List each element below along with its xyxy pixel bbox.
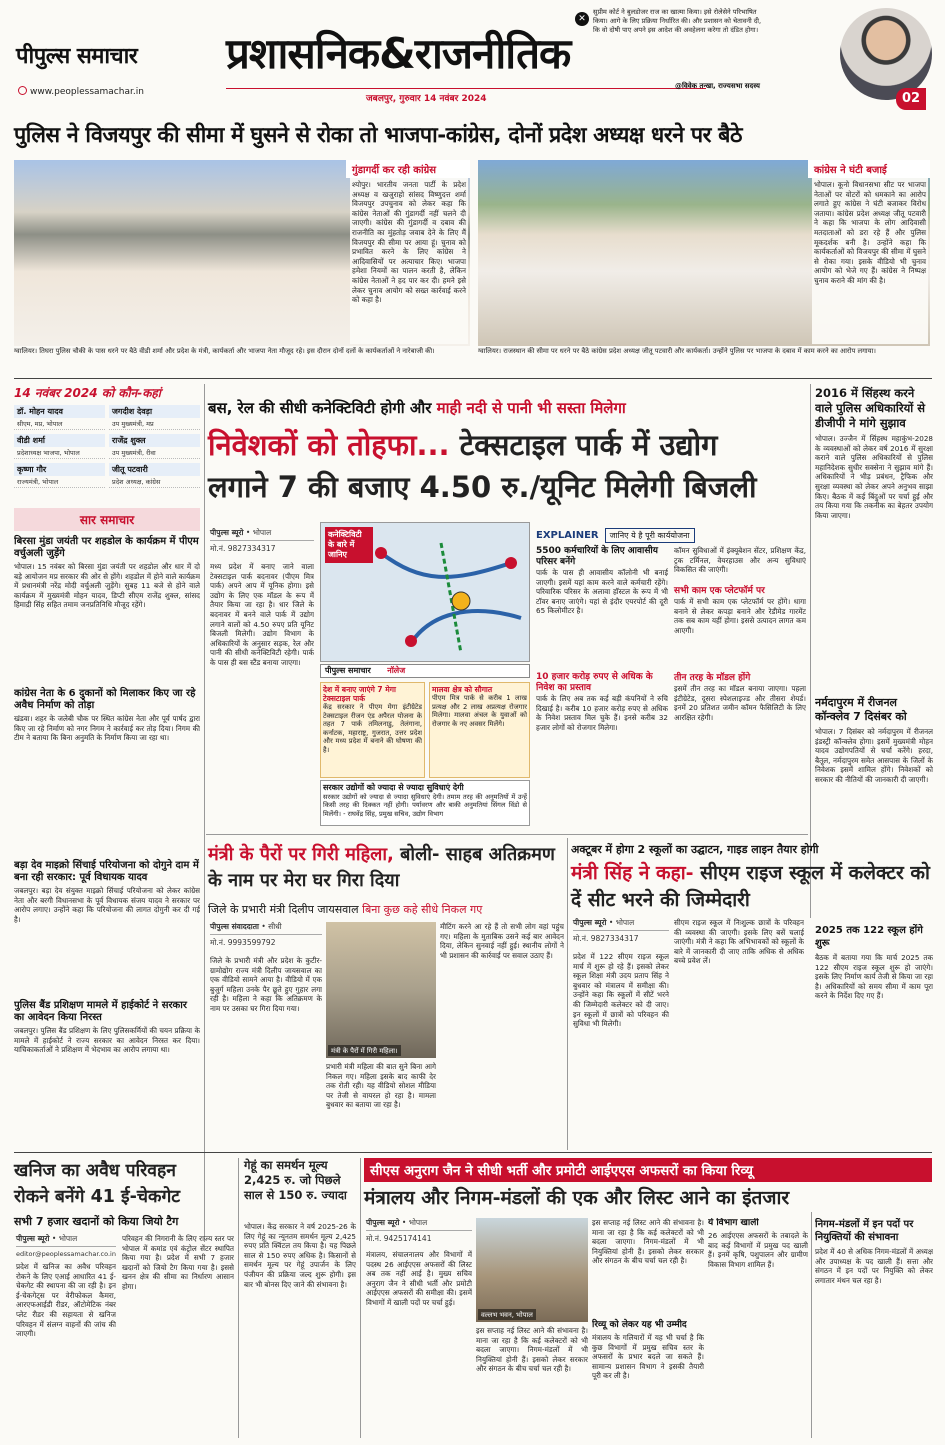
simhastha-story: 2016 में सिंहस्थ करने वाले पुलिस अधिकारियों से डीजीपी ने मांगे सुझाव भोपाल। उज्जैन में सिंहस्थ महाकुंभ-2028 के व्यवस्थाओं को लेकर वर्ष 2016 में सुरक्षा कराने वाले पुलिस अधिकारियों से पुलिस महानिदेशक सुधीर सक्सेना ने सुझाव मांगे हैं। अधिकारियों ने भीड़ प्रबंधन, ट्रैफिक और सुरक्षा व्यवस्था को लेकर अपने अनुभव साझा किए। बैठक में कई बिंदुओं पर चर्चा हुई और तय किया गया कि तकनीक का बेहतर उपयोग किया जाएगा। नर्मदापुरम में रीजनल कॉन्क्लेव 7 दिसंबर को भोपाल। 7 दिसंबर को नर्मदापुरम में रीजनल इंडस्ट्री कॉन्क्लेव होगा। इसमें मुख्यमंत्री मोहन यादव उद्योगपतियों से चर्चा करेंगे। हरदा, बैतूल, नर्मदापुरम समेत आसपास के जिलों के निवेशक इसमें शामिल होंगे। निवेशकों को सरकार की नीतियों की जानकारी दी जाएगी। [815, 386, 933, 784]
ias-body-b: इस सप्ताह नई लिस्ट आने की संभावना है। माना जा रहा है कि कई कलेक्टरों को भी बदला जाएगा। निगम-मंडलों में भी नियुक्तियां होनी हैं। इसको लेकर सरकार और संगठन के बीच चर्चा चल रही है। [476, 1326, 588, 1374]
divider [206, 834, 808, 835]
school-headline: मंत्री सिंह ने कहा- सीएम राइज स्कूल में कलेक्टर को दें सीट भरने की जिम्मेदारी [571, 862, 930, 911]
map-label: कनेक्टिविटी के बारे में जानिए [325, 527, 373, 563]
author-photo [840, 8, 932, 100]
map-footer: पीपुल्स समाचार नॉलेज [320, 664, 530, 678]
page-number: 02 [896, 88, 926, 110]
textile-body-left: मध्य प्रदेश में बनाए जाने वाला टेक्सटाइल पार्क बदनावर (पीएम मित्र पार्क) अपने आप में यूनिक होगा। इसे उद्योग के लिए एक मॉडल के रूप में तैयार किया जा रहा है। धार जिले के बदनावर में बनने वाले पार्क में उद्योग लगाने वालों को 4.50 रुपए प्रति यूनिट बिजली मिलेगी। उद्योग विभाग के अधिकारियों के अनुसार सड़क, रेल और पानी की सीधी कनेक्टिविटी रहेगी। पार्क के पास ही बस स्टैंड बनाया जाएगा। [210, 562, 314, 667]
person-item: जीतू पटवारी प्रदेश अध्यक्ष, कांग्रेस [109, 463, 200, 488]
email-link[interactable]: editor@peoplessamachar.co.in [16, 1250, 116, 1258]
ias-col-4: ये विभाग खाली 26 आईएएस अफसरों के तबादले के बाद कई विभागों में प्रमुख पद खाली हैं। इनमें कृषि, पशुपालन और ग्रामीण विकास विभाग शामिल हैं। [708, 1218, 808, 1269]
person-item: डॉ. मोहन यादव सीएम, मप्र, भोपाल [14, 405, 105, 430]
mining-body-a: प्रदेश में खनिज का अवैध परिवहन रोकने के लिए एआई आधारित 41 ई-चेकगेट की स्थापना की जा रही है। इन ई-चेकगेट्स पर वेरीफोकल कैमरा, आरएफआईडी रीडर, ऑटोमेटिक नंबर प्लेट रीडर की सहायता से खनिज परिवहन में संलग्न वाहनों की जांच की जाएगी। [16, 1262, 116, 1339]
divider [810, 384, 811, 918]
ias-byline: पीपुल्स ब्यूरो • भोपाल मो.नं. 9425174141 [366, 1218, 472, 1249]
connectivity-map [320, 522, 530, 662]
woman-body-a: जिले के प्रभारी मंत्री और प्रदेश के कुटीर-ग्रामोद्योग राज्य मंत्री दिलीप जायसवाल का एक वीडियो सामने आया है। वीडियो में एक बुजुर्ग महिला उनके पैर छूते हुए गुहार लगा रही है। महिला ने कहा कि अतिक्रमण के नाम पर उसका घर गिरा दिया गया। [210, 956, 322, 1013]
woman-byline: पीपुल्स संवाददाता • सीधी मो.नं. 9993599792 [210, 922, 322, 953]
wheat-headline: गेहूं का समर्थन मूल्य 2,425 रु. जो पिछले साल से 150 रु. ज्यादा [244, 1158, 347, 1202]
website-link[interactable]: www.peoplessamachar.in [18, 86, 144, 97]
mining-headline: खनिज का अवैध परिवहन रोकने बनेंगे 41 ई-चेकगेट [14, 1161, 181, 1207]
lead-left-label: गुंडागर्दी कर रही कांग्रेस [346, 160, 470, 178]
ias-photo: वल्लभ भवन, भोपाल [476, 1218, 588, 1322]
divider [360, 1158, 361, 1438]
explainer-subtitle: जानिए ये है पूरी कार्ययोजना [605, 528, 695, 543]
section-title: प्रशासनिक&राजनीतिक [226, 29, 571, 78]
sar-item: बिरसा मुंडा जयंती पर शहडोल के कार्यक्रम में पीएम वर्चुअली जुड़ेंगे भोपाल। 15 नवंबर को बिरसा मुंडा जयंती पर शहडोल और धार में दो बड़े आयोजन मप्र सरकार की ओर से होंगे। शहडोल में होने वाले कार्यक्रम में प्रधानमंत्री नरेंद्र मोदी वर्चुअली जुड़ेंगे। सुबह 11 बजे से होने वाले कार्यक्रम में मुख्यमंत्री मोहन यादव, डिप्टी सीएम राजेंद्र शुक्ल, सांसद हिमाद्री सिंह सहित तमाम जनप्रतिनिधि मौजूद रहेंगे। [14, 536, 200, 610]
logo [16, 40, 216, 74]
lead-left-text: श्योपुर। भारतीय जनता पार्टी के प्रदेश अध्यक्ष व खजुराहो सांसद विष्णुदत्त शर्मा विजयपुर उपचुनाव को लेकर कहा कि कांग्रेस नेताओं की गुंडागर्दी नहीं चलने दी जाएगी। कांग्रेस की गुंडागर्दी व दबाव की राजनीति का मुंहतोड़ जवाब देने के लिए मैं विजयपुर की सीमा पर आया हूं। चुनाव को प्रभावित करने के लिए कांग्रेस ने आदिवासियों पर अत्याचार किए। भाजपा हमेशा नियमों का पालन करती है, लेकिन कांग्रेस नेताओं ने हद पार कर दी। हमने इसे लेकर चुनाव आयोग को सख्त कार्रवाई करने को कहा है। [350, 178, 468, 344]
ias-headline: मंत्रालय और निगम-मंडलों की एक और लिस्ट आने का इंतजार [364, 1187, 790, 1209]
who-where-title: 14 नवंबर 2024 को कौन-कहां [14, 386, 161, 400]
divider [811, 1212, 812, 1438]
mining-byline: पीपुल्स ब्यूरो • भोपाल editor@peoplessamachar.co.in [16, 1234, 116, 1258]
quote-author: @विवेक तन्खा, राज्यसभा सदस्य [675, 82, 760, 90]
fact-box-malwa: मालवा क्षेत्र को सौगात पीएम मित्र पार्क से करीब 1 लाख प्रत्यक्ष और 2 लाख अप्रत्यक्ष रोजगार मिलेगा। मालवा अंचल के युवाओं को रोजगार के नए अवसर मिलेंगे। [429, 682, 530, 778]
person-item: कृष्णा गौर राज्यमंत्री, भोपाल [14, 463, 105, 488]
textile-headline: निवेशकों को तोहफा... टेक्सटाइल पार्क में उद्योग लगाने 7 की बजाए 4.50 रु./यूनिट मिलेगी बिजली [208, 428, 757, 504]
sar-title: सार समाचार [14, 508, 200, 531]
school-body-a: प्रदेश में 122 सीएम राइज स्कूल मार्च में शुरू हो रहे हैं। इसको लेकर स्कूल शिक्षा मंत्री उदय प्रताप सिंह ने बुधवार को मंत्रालय में समीक्षा की। उन्होंने कहा कि स्कूलों में सीटें भरने की जिम्मेदारी कलेक्टर को दी जाए। इन स्कूलों में छात्रों को परिवहन की सुविधा भी मिलेगी। [573, 952, 669, 1029]
divider [14, 378, 932, 379]
woman-body-b: प्रभारी मंत्री महिला की बात सुने बिना आगे निकल गए। महिला इसके बाद काफी देर तक रोती रही। यह वीडियो सोशल मीडिया पर तेजी से वायरल हो रहा है। मामला बुधवार का बताया जा रहा है। [326, 1062, 436, 1110]
explainer-tag: EXPLAINER [536, 530, 599, 541]
sar-samachar-column [14, 508, 200, 1228]
school-byline: पीपुल्स ब्यूरो • भोपाल मो.नं. 9827334317 [573, 918, 669, 949]
who-where-box [14, 384, 200, 502]
divider [567, 838, 568, 1150]
textile-kicker: बस, रेल की सीधी कनेक्टिविटी होगी और माही नदी से पानी भी सस्ता मिलेगा [208, 399, 626, 417]
lead-left-caption: ग्वालियर। तिघरा पुलिस चौकी के पास धरने पर बैठे वीडी शर्मा और प्रदेश के मंत्री, कार्यकर्ता और भाजपा नेता मौजूद रहे। इस दौरान दोनों दलों के कार्यकर्ताओं ने नारेबाजी की। [14, 347, 435, 355]
divider [238, 1158, 239, 1438]
school-body-b: सीएम राइज स्कूल में निःशुल्क छात्रों के परिवहन की व्यवस्था की जाएगी। इसके लिए बसें चलाई जाएंगी। मंत्री ने कहा कि अभिभावकों को स्कूलों के बारे में जानकारी दी जाए ताकि अधिक से अधिक बच्चे प्रवेश लें। [674, 918, 804, 966]
fact-box-parks: देश में बनाए जाएंगे 7 मेगा टेक्सटाइल पार्क केंद्र सरकार ने पीएम मेगा इंटीग्रेटेड टेक्सटाइल रीजन एंड अपैरल योजना के तहत 7 पार्क तमिलनाडु, तेलंगाना, कर्नाटक, महाराष्ट्र, गुजरात, उत्तर प्रदेश और मध्य प्रदेश में बनाने की घोषणा की है। [320, 682, 425, 778]
explainer-block: EXPLAINER जानिए ये है पूरी कार्ययोजना 5500 कर्मचारियों के लिए आवासीय परिसर बनेंगे पार्क के पास ही आवासीय कॉलोनी भी बनाई जाएगी। इसमें यहां काम करने वाले कर्मचारी रहेंगे। परिवारिक परिसर के अलावा हॉस्टल के रूप में भी टॉवर बनाए जाएंगे। यहां से इंदौर एयरपोर्ट की दूरी 65 किलोमीटर है। 10 हजार करोड़ रुपए से अधिक के निवेश का प्रस्ताव पार्क के लिए अब तक कई बड़ी कंपनियों ने रुचि दिखाई है। करीब 10 हजार करोड़ रुपए से अधिक के निवेश प्रस्ताव मिल चुके हैं। इनसे करीब 32 हजार लोगों को रोजगार मिलेगा। कॉमन सुविधाओं में इंक्यूबेशन सेंटर, प्रशिक्षण केंद्र, ट्रक टर्मिनल, वेयरहाउस और अन्य सुविधाएं विकसित की जाएंगी। सभी काम एक प्लेटफॉर्म पर पार्क में सभी काम एक प्लेटफॉर्म पर होंगे। धागा बनाने से लेकर कपड़ा बनाने और रेडीमेड गारमेंट तक सब काम यहीं होगा। इससे उत्पादन लागत कम आएगी। तीन तरह के मॉडल होंगे इसमें तीन तरह का मॉडल बनाया जाएगा। पहला इंटीग्रेटेड, दूसरा स्पेशलाइज्ड और तीसरा शेयर्ड। इनमें 20 प्रतिशत जमीन कॉमन फैसिलिटी के लिए आरक्षित रहेगी। [536, 530, 806, 732]
person-item: राजेंद्र शुक्ल उप मुख्यमंत्री, रीवा [109, 434, 200, 459]
masthead [0, 0, 945, 120]
sar-item: बड़ा देव माइक्रो सिंचाई परियोजना को दोगुने दाम में बना रही सरकार: पूर्व विधायक यादव जबलपुर। बड़ा देव संयुक्त माइक्रो सिंचाई परियोजना को लेकर कांग्रेस नेता और बरगी विधानसभा के पूर्व विधायक संजय यादव ने सरकार पर आरोप लगाए। उन्होंने कहा कि परियोजना की लागत दोगुनी कर दी गई है। [14, 860, 200, 924]
divider [204, 384, 205, 1242]
logo-text: पीपुल्स समाचार [16, 44, 138, 69]
woman-photo: मंत्री के पैरों में गिरी महिला। [326, 922, 436, 1058]
divider [14, 1152, 932, 1153]
route-map [321, 523, 530, 662]
lead-right-text: भोपाल। कूनो विधानसभा सीट पर भाजपा नेताओं पर वोटरों को धमकाने का आरोप लगाते हुए कांग्रेस ने घंटी बजाकर विरोध जताया। कांग्रेस प्रदेश अध्यक्ष जीतू पटवारी ने कहा कि भाजपा के लोग आदिवासी मतदाताओं को डरा रहे हैं और पुलिस मूकदर्शक बनी है। उन्होंने कहा कि कार्यकर्ताओं को विजयपुर की सीमा में घुसने से रोका गया। इसके वीडियो भी चुनाव आयोग को भेजे गए हैं। कांग्रेस ने निष्पक्ष चुनाव कराने की मांग की है। [812, 178, 928, 344]
mining-body-b: परिवहन की निगरानी के लिए राज्य स्तर पर भोपाल में कमांड एवं कंट्रोल सेंटर स्थापित किया गया है। प्रदेश में सभी 7 हजार खदानों को जियो टैग किया गया है। इससे खनन क्षेत्र की सीमा का निर्धारण आसान होगा। [122, 1234, 234, 1291]
woman-body-c: मीटिंग करने आ रहे हैं तो सभी लोग वहां पहुंच गए। महिला के मुताबिक उसने कई बार आवेदन दिया, लेकिन सुनवाई नहीं हुई। स्थानीय लोगों ने भी प्रशासन की कार्रवाई पर सवाल उठाए हैं। [440, 922, 564, 960]
school-kicker: अक्टूबर में होगा 2 स्कूलों का उद्घाटन, गाइड लाइन तैयार होगी [571, 843, 819, 856]
textile-byline: पीपुल्स ब्यूरो • भोपाल मो.नं. 9827334317 [210, 528, 314, 559]
lead-photo-right [478, 160, 930, 346]
lead-right-label: कांग्रेस ने घंटी बजाई [808, 160, 930, 178]
school-side: 2025 तक 122 स्कूल होंगे शुरू बैठक में बताया गया कि मार्च 2025 तक 122 सीएम राइज स्कूल शुरू हो जाएंगे। इसके लिए निर्माण कार्य तेजी से किया जा रहा है। अधिकारियों को समय सीमा में काम पूरा करने के निर्देश दिए गए हैं। [815, 925, 933, 1001]
person-item: वीडी शर्मा प्रदेशाध्यक्ष भाजपा, भोपाल [14, 434, 105, 459]
wheat-body: भोपाल। केंद्र सरकार ने वर्ष 2025-26 के लिए गेहूं का न्यूनतम समर्थन मूल्य 2,425 रुपए प्रति क्विंटल तय किया है। यह पिछले साल से 150 रुपए अधिक है। किसानों से समर्थन मूल्य पर गेहूं उपार्जन के लिए पंजीयन की प्रक्रिया जल्द शुरू होगी। इस बार भी बोनस दिए जाने की संभावना है। [244, 1222, 356, 1289]
ias-body-a: मंत्रालय, संचालनालय और विभागों में पदस्थ 26 आईएएस अफसरों की लिस्ट अब तक नहीं आई है। मुख्य सचिव अनुराग जैन ने सीधी भर्ती और प्रमोटी आईएएस अफसरों की समीक्षा की। इसमें विभागों में खाली पदों पर चर्चा हुई। [366, 1250, 472, 1307]
woman-headline: मंत्री के पैरों पर गिरी महिला, बोली- साहब अतिक्रमण के नाम पर मेरा घर गिरा दिया [208, 844, 555, 891]
dateline: जबलपुर, गुरुवार 14 नवंबर 2024 [366, 94, 487, 104]
ias-col-3: इस सप्ताह नई लिस्ट आने की संभावना है। माना जा रहा है कि कई कलेक्टरों को भी बदला जाएगा। निगम-मंडलों में भी नियुक्तियां होनी हैं। इसको लेकर सरकार और संगठन के बीच चर्चा चल रही है। रिव्यू को लेकर यह भी उम्मीद मंत्रालय के गलियारों में यह भी चर्चा है कि कुछ विभागों में प्रमुख सचिव स्तर के अफसरों के प्रभार बदले जा सकते हैं। सामान्य प्रशासन विभाग ने इसकी तैयारी पूरी कर ली है। [592, 1218, 704, 1381]
mining-subhead: सभी 7 हजार खदानों को किया जियो टैग [14, 1215, 179, 1228]
globe-icon [18, 86, 27, 95]
ias-side: निगम-मंडलों में इन पदों पर नियुक्तियों की संभावना प्रदेश में 40 से अधिक निगम-मंडलों में अध्यक्ष और उपाध्यक्ष के पद खाली हैं। सत्ता और संगठन में इन पदों पर नियुक्ति को लेकर लगातार मंथन चल रहा है। [815, 1219, 933, 1285]
quote-box [575, 6, 762, 90]
dateline-bar [226, 88, 706, 104]
woman-subhead: जिले के प्रभारी मंत्री दिलीप जायसवाल बिना कुछ कहे सीधे निकल गए [208, 903, 483, 916]
lead-headline: पुलिस ने विजयपुर की सीमा में घुसने से रोका तो भाजपा-कांग्रेस, दोनों प्रदेश अध्यक्ष धरने पर बैठे [14, 123, 743, 148]
person-item: जगदीश देवड़ा उप मुख्यमंत्री, मप्र [109, 405, 200, 430]
quote-text: सुप्रीम कोर्ट ने बुलडोजर राज का खात्मा किया। इसे रोलेसेने परिभाषित किया। आगे के लिए प्रक्रिया निर्धारित की। और प्रशासन को चेतावनी दी, कि वो दोषी पाए अपने इस आदेश की अवहेलना करेगा तो दंडित होगा। [593, 8, 762, 34]
sar-item: कांग्रेस नेता के 6 दुकानों को मिलाकर किए जा रहे अवैध निर्माण को तोड़ा खंडवा। शहर के जलेबी चौक पर स्थित कांग्रेस नेता और पूर्व पार्षद द्वारा किए जा रहे निर्माण को नगर निगम ने कार्रवाई कर तोड़ दिया। निगम की टीम ने बताया कि बिना अनुमति के निर्माण किया जा रहा था। [14, 688, 200, 743]
x-social-icon: ✕ [575, 12, 589, 26]
lead-right-caption: ग्वालियर। राजस्थान की सीमा पर धरने पर बैठे कांग्रेस प्रदेश अध्यक्ष जीतू पटवारी और कार्यकर्ता। उन्होंने पुलिस पर भाजपा के दबाव में काम करने का आरोप लगाया। [478, 347, 876, 355]
sar-item: पुलिस बैंड प्रशिक्षण मामले में हाईकोर्ट ने सरकार का आवेदन किया निरस्त जबलपुर। पुलिस बैंड प्रशिक्षण के लिए पुलिसकर्मियों की चयन प्रक्रिया के मामले में हाईकोर्ट ने राज्य सरकार का आवेदन निरस्त कर दिया। याचिकाकर्ताओं ने प्रशिक्षण में भेदभाव का आरोप लगाया था। [14, 1000, 200, 1055]
ias-kicker: सीएस अनुराग जैन ने सीधी भर्ती और प्रमोटी आईएएस अफसरों का किया रिव्यू [364, 1158, 932, 1182]
lead-photo-left [14, 160, 470, 346]
quote-box-industry: सरकार उद्योगों को ज्यादा से ज्यादा सुविधाएं देगी सरकार उद्योगों को ज्यादा से ज्यादा सुविधाएं देगी। तमाम तरह की अनुमतियों में उन्हें किसी तरह की दिक्कत नहीं होगी। पर्यावरण और बाकी अनुमतियां सिंगल विंडो से मिलेंगी। - राघवेंद्र सिंह, प्रमुख सचिव, उद्योग विभाग [320, 780, 530, 826]
